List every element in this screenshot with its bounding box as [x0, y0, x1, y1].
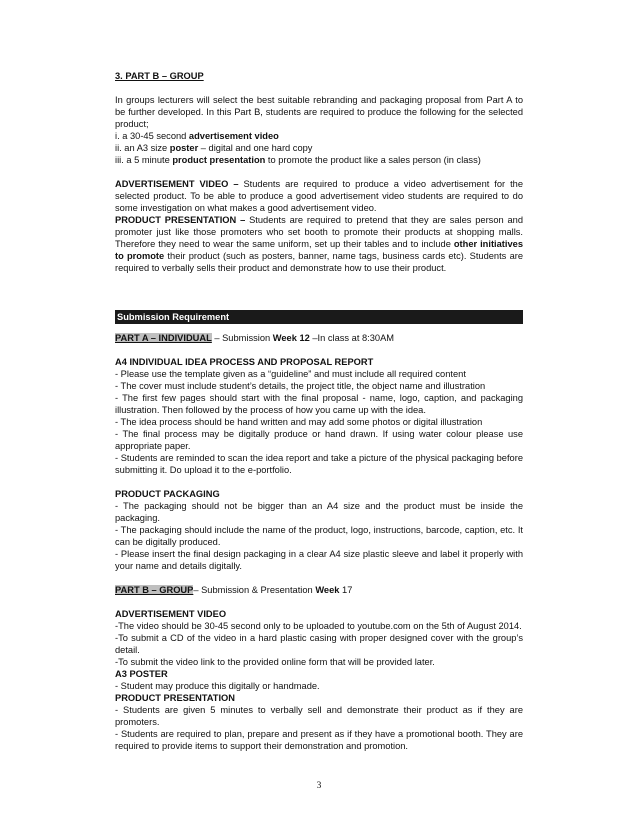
- a4-report-line: - The first few pages should start with the final proposal - name, logo, caption, and packaging illustration. Then followed by the process of how you came up with the idea.: [115, 393, 523, 415]
- product-packaging-title: PRODUCT PACKAGING: [115, 489, 220, 499]
- packaging-line: - Please insert the final design packaging in a clear A4 size plastic sleeve and label it properly with your name and details digitally.: [115, 549, 523, 571]
- packaging-line: - The packaging should not be bigger than an A4 size and the product must be inside the packaging.: [115, 501, 523, 523]
- advertisement-video-line: -The video should be 30-45 second only to be uploaded to youtube.com on the 5th of August 2014.: [115, 621, 522, 631]
- submission-requirement-bar: Submission Requirement: [115, 310, 523, 324]
- a4-report-line: - The final process may be digitally produce or hand drawn. If using water colour please use appropriate paper.: [115, 429, 523, 451]
- part-a-submission-line: PART A – INDIVIDUAL – Submission Week 12 –In class at 8:30AM: [115, 333, 395, 343]
- product-presentation-line: - Students are given 5 minutes to verbally sell and demonstrate their product as if they are promoters.: [115, 705, 523, 727]
- product-presentation-title: PRODUCT PRESENTATION: [115, 693, 236, 703]
- a3-poster-title: A3 POSTER: [115, 669, 168, 679]
- a4-report-line: - Students are reminded to scan the idea report and take a picture of the physical packaging before submitting it. Do upload it to the e-portfolio.: [115, 453, 523, 475]
- intro-item-2: ii. an A3 size poster – digital and one hard copy: [115, 143, 313, 153]
- product-presentation-paragraph: PRODUCT PRESENTATION – Students are required to pretend that they are sales person and promoter just like those promoters who set booth to promote their products at shopping malls. Therefore they need to wear the same uniform, set up their tables and to include other initiatives to promote their product (such as posters, banner, name tags, business cards etc). Students are required to verbally sells their product and demonstrate how to use their product.: [115, 215, 523, 273]
- part-b-submission-line: PART B – GROUP– Submission & Presentation Week 17: [115, 585, 353, 595]
- page-number: 3: [316, 781, 322, 791]
- a3-poster-line: - Student may produce this digitally or handmade.: [115, 681, 320, 691]
- intro-paragraph: In groups lecturers will select the best suitable rebranding and packaging proposal from Part A to be further developed. In this Part B, students are required to produce the following for the selected product;: [115, 95, 523, 129]
- advertisement-video-title: ADVERTISEMENT VIDEO: [115, 609, 227, 619]
- advertisement-video-line: -To submit the video link to the provided online form that will be provided later.: [115, 657, 435, 667]
- a4-report-title: A4 INDIVIDUAL IDEA PROCESS AND PROPOSAL REPORT: [115, 357, 374, 367]
- intro-item-3: iii. a 5 minute product presentation to promote the product like a sales person (in class): [115, 155, 481, 165]
- advertisement-video-paragraph: ADVERTISEMENT VIDEO – Students are required to produce a video advertisement for the selected product. To be able to produce a good advertisement video students are required to do some investigation on what makes a good advertisement video.: [115, 179, 523, 213]
- section-heading-part-b: 3. PART B – GROUP: [115, 71, 204, 81]
- product-presentation-line: - Students are required to plan, prepare and present as if they have a promotional booth. They are required to provide items to support their demonstration and promotion.: [115, 729, 523, 751]
- advertisement-video-line: -To submit a CD of the video in a hard plastic casing with proper designed cover with the group’s detail.: [115, 633, 523, 655]
- intro-item-1: i. a 30-45 second advertisement video: [115, 131, 279, 141]
- document-body: [115, 70, 523, 752]
- a4-report-line: - Please use the template given as a “guideline” and must include all required content: [115, 369, 466, 379]
- a4-report-line: - The idea process should be hand written and may add some photos or digital illustration: [115, 417, 483, 427]
- packaging-line: - The packaging should include the name of the product, logo, instructions, barcode, caption, etc. It can be digitally produced.: [115, 525, 523, 547]
- a4-report-line: - The cover must include student’s details, the project title, the object name and illustration: [115, 381, 486, 391]
